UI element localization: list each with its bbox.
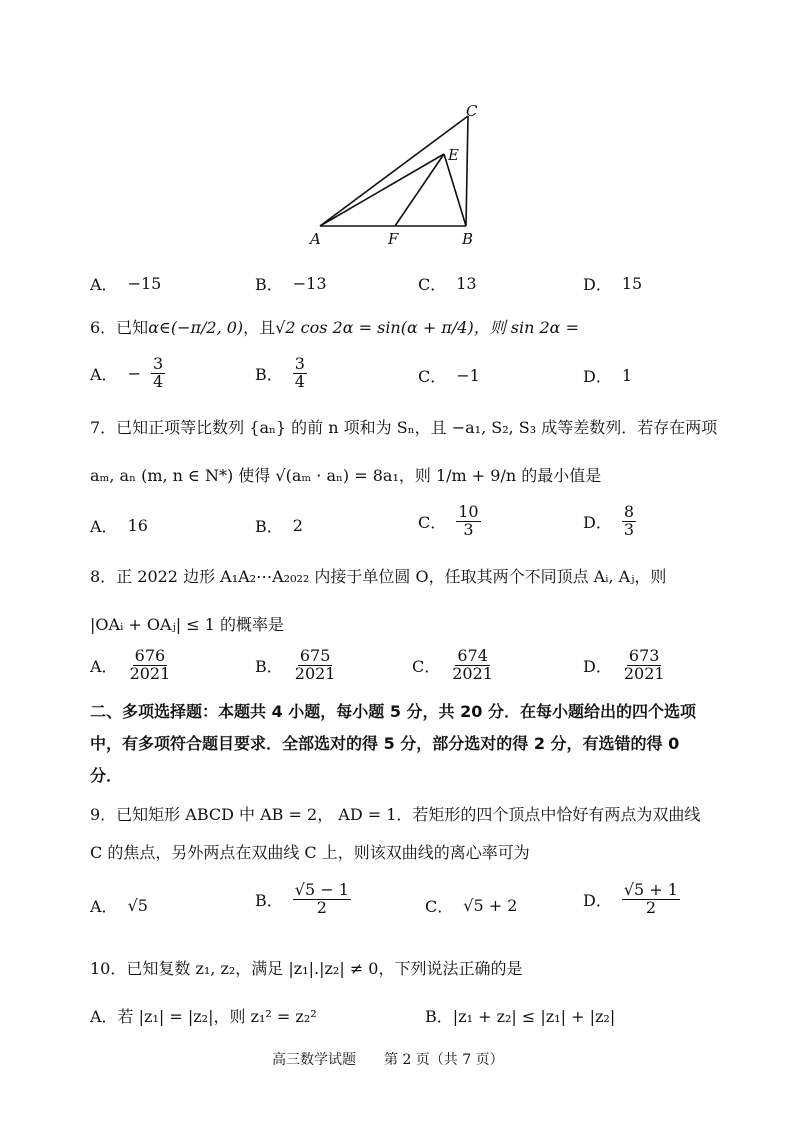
option-fraction	[450, 648, 495, 683]
q9-option-b[interactable]	[255, 882, 351, 917]
fraction-numerator: 674	[457, 646, 488, 665]
option-value: 15	[621, 274, 643, 293]
option-letter: C．	[418, 275, 447, 294]
q9-option-a[interactable]	[90, 894, 148, 917]
fraction-numerator: 8	[623, 502, 635, 521]
q6-cond1: α∈(−π/2, 0)	[148, 318, 244, 337]
q5-option-b[interactable]	[255, 272, 327, 295]
option-letter: A．	[90, 897, 118, 916]
option-letter: D．	[583, 512, 612, 532]
option-letter: B．	[255, 656, 283, 676]
fraction-denominator: 2021	[623, 663, 665, 683]
q8-line2: |OAᵢ + OAⱼ| ≤ 1 的概率是	[90, 615, 284, 634]
option-letter: B．	[255, 890, 283, 910]
option-value: 16	[127, 516, 148, 535]
fraction-numerator: 10	[458, 502, 479, 521]
option-fraction	[622, 504, 636, 539]
q10-option-b[interactable]: B．|z₁ + z₂| ≤ |z₁| + |z₂|	[425, 1007, 616, 1026]
q7-options	[90, 502, 730, 546]
segment-bc	[466, 116, 468, 226]
fraction-denominator: 2	[645, 897, 656, 917]
fraction-numerator: 675	[299, 646, 331, 665]
segment-ac	[320, 116, 468, 226]
option-value: 2	[292, 516, 303, 535]
fraction-denominator: 2021	[294, 663, 336, 683]
option-fraction	[128, 648, 173, 683]
option-fraction	[293, 356, 307, 391]
option-fraction	[622, 882, 680, 917]
q6-prefix: 6．已知	[90, 318, 149, 337]
fraction-numerator: 673	[628, 646, 660, 665]
fraction-numerator: √5 − 1	[294, 880, 349, 899]
q9-option-d[interactable]	[583, 882, 680, 917]
option-value: −1	[456, 366, 480, 385]
option-fraction	[622, 648, 667, 683]
option-letter: B．	[255, 275, 283, 294]
q6-cond2: √2 cos 2α = sin(α + π/4)	[275, 318, 474, 337]
section2-line1: 二、多项选择题：本题共 4 小题，每小题 5 分，共 20 分．在每小题给出的四个选项	[90, 702, 696, 721]
q7-option-b[interactable]	[255, 514, 303, 537]
q9-line1: 9．已知矩形 ABCD 中 AB = 2， AD = 1．若矩形的四个顶点中恰好有两点为双曲线	[90, 805, 701, 824]
q10-option-a[interactable]: A．若 |z₁| = |z₂|，则 z₁² = z₂²	[90, 1007, 317, 1026]
option-letter: B．	[255, 364, 283, 384]
q8-option-a[interactable]	[90, 648, 172, 683]
label-b: B	[462, 230, 474, 248]
q6-tail: ，则 sin 2α =	[473, 318, 579, 337]
fraction-denominator: 4	[294, 371, 305, 391]
q6-option-b[interactable]	[255, 356, 307, 391]
fraction-denominator: 4	[152, 371, 164, 391]
segment-ae	[320, 154, 444, 226]
fraction-denominator: 2021	[452, 663, 493, 683]
option-letter: A．	[90, 517, 118, 536]
q8-option-d[interactable]	[583, 648, 667, 683]
option-letter: A．	[90, 364, 118, 384]
q6-options	[90, 352, 730, 396]
option-value: 13	[456, 274, 477, 293]
option-fraction	[456, 504, 480, 539]
q6-option-d[interactable]	[583, 364, 632, 387]
q6-stem	[90, 315, 579, 338]
q8-option-c[interactable]	[412, 648, 495, 683]
fraction-numerator: √5 + 1	[623, 880, 678, 899]
option-letter: C．	[425, 897, 454, 916]
fraction-denominator: 2021	[129, 663, 171, 683]
option-value: √5 + 2	[463, 896, 518, 915]
page-footer: 高三数学试题 第 2 页（共 7 页）	[272, 1052, 504, 1068]
q5-option-d[interactable]	[583, 272, 642, 295]
label-f: F	[388, 230, 399, 248]
option-letter: A．	[90, 656, 118, 676]
section2-line2: 中，有多项符合题目要求．全部选对的得 5 分，部分选对的得 2 分，有选错的得 0	[90, 734, 680, 753]
label-e: E	[448, 146, 459, 164]
option-value: √5	[127, 896, 148, 915]
option-letter: A．	[90, 275, 118, 294]
q10-line1: 10．已知复数 z₁, z₂，满足 |z₁|.|z₂| ≠ 0，下列说法正确的是	[90, 959, 523, 978]
q7-option-a[interactable]	[90, 514, 148, 537]
option-letter: D．	[583, 890, 612, 910]
option-value: −15	[127, 274, 162, 293]
q8-line1: 8．正 2022 边形 A₁A₂⋯A₂₀₂₂ 内接于单位圆 O，任取其两个不同顶点 Aᵢ, Aⱼ，则	[90, 567, 667, 586]
option-fraction	[151, 356, 165, 391]
q6-option-a[interactable]	[90, 356, 165, 391]
q5-options	[90, 272, 730, 294]
q6-mid: ，且	[243, 318, 276, 337]
q7-option-c[interactable]	[418, 504, 481, 539]
option-letter: B．	[255, 517, 283, 536]
q6-option-c[interactable]	[418, 364, 480, 387]
q5-option-c[interactable]	[418, 272, 477, 295]
q7-line1: 7．已知正项等比数列 {aₙ} 的前 n 项和为 Sₙ，且 −a₁, S₂, S₃ 成等差数列．若存在两项	[90, 418, 718, 437]
option-letter: D．	[583, 275, 612, 294]
option-value: −13	[292, 274, 327, 293]
fraction-denominator: 2	[316, 897, 327, 917]
triangle-figure	[300, 100, 500, 250]
label-c: C	[466, 102, 478, 120]
fraction-numerator: 3	[294, 354, 305, 373]
q9-option-c[interactable]	[425, 894, 517, 917]
option-letter: C．	[412, 656, 441, 676]
option-sign: −	[127, 363, 141, 383]
q7-option-d[interactable]	[583, 504, 636, 539]
segment-be	[444, 154, 466, 226]
label-a: A	[310, 230, 321, 248]
q7-line2: aₘ, aₙ (m, n ∈ N*) 使得 √(aₘ · aₙ) = 8a₁，则 1/m + 9/n 的最小值是	[90, 466, 602, 485]
fraction-denominator: 3	[623, 519, 635, 539]
fraction-numerator: 3	[152, 354, 164, 373]
q9-options	[90, 880, 730, 928]
option-letter: D．	[583, 367, 612, 386]
option-letter: C．	[418, 512, 447, 532]
q5-option-a[interactable]	[90, 272, 161, 295]
option-fraction	[293, 882, 351, 917]
section2-line3: 分．	[90, 766, 123, 785]
option-letter: D．	[583, 656, 612, 676]
fraction-numerator: 676	[134, 646, 166, 665]
q9-line2: C 的焦点，另外两点在双曲线 C 上，则该双曲线的离心率可为	[90, 843, 530, 862]
option-letter: C．	[418, 367, 447, 386]
option-fraction	[293, 648, 338, 683]
option-value: 1	[621, 366, 633, 385]
q8-option-b[interactable]	[255, 648, 337, 683]
q8-options	[90, 648, 730, 692]
fraction-denominator: 3	[463, 519, 474, 539]
